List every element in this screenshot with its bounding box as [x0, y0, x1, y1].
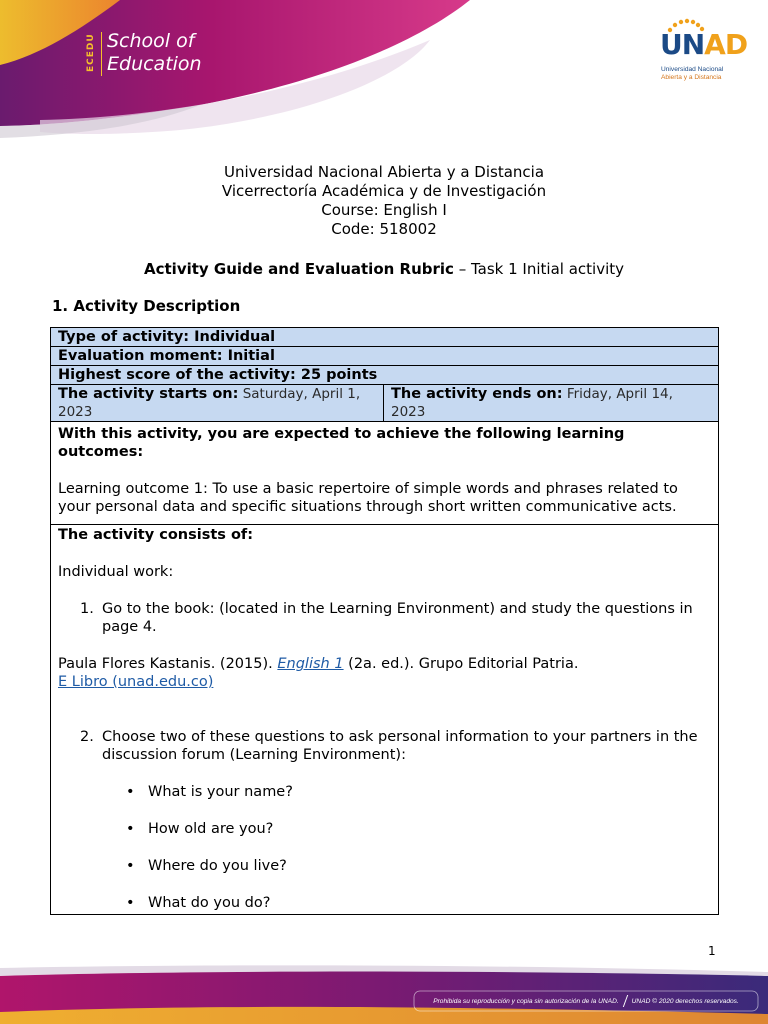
unad-logo-subtitle: [661, 66, 723, 82]
title-university: Universidad Nacional Abierta y a Distancia: [223, 163, 545, 181]
unad-logo-wordmark: [660, 28, 747, 61]
activity-description-table: [50, 327, 719, 915]
learning-outcomes-cell: [51, 425, 718, 516]
ref-author: Paula Flores Kastanis. (2015).: [58, 656, 278, 672]
guide-title-bold: Activity Guide and Evaluation Rubric: [144, 260, 454, 278]
ref-title-link[interactable]: English 1: [277, 656, 344, 672]
highest-score: Highest score of the activity: 25 points: [58, 367, 378, 383]
activity-consists-cell: [51, 526, 718, 912]
question-text: What is your name?: [148, 784, 293, 800]
step-2-text: Choose two of these questions to ask personal information to your partners in the discussion forum (Learning Environment):: [102, 729, 698, 763]
document-title: [0, 163, 768, 239]
starts-value: Saturday, April 1, 2023: [58, 386, 361, 420]
book-reference: [58, 655, 711, 673]
school-logo-line2: Education: [107, 53, 202, 75]
consists-heading: The activity consists of:: [58, 527, 254, 543]
section-heading: 1. Activity Description: [52, 297, 241, 315]
unad-sub-line1: Universidad Nacional: [661, 66, 724, 73]
individual-work-label: Individual work:: [58, 564, 174, 580]
ends-label: The activity ends on:: [391, 386, 563, 402]
bullet-icon: •: [126, 784, 135, 800]
footer-separator: [622, 995, 627, 1007]
elibro-link[interactable]: E Libro (unad.edu.co): [58, 674, 214, 690]
question-item: [58, 820, 711, 838]
ref-rest: (2a. ed.). Grupo Editorial Patria.: [343, 656, 579, 672]
footer-note-2: UNAD © 2020 derechos reservados.: [631, 997, 739, 1005]
question-item: [58, 857, 711, 875]
guide-title: [0, 260, 768, 278]
step-2: [58, 728, 711, 764]
school-of-education-logo: [107, 30, 202, 76]
bullet-icon: •: [126, 821, 135, 837]
page-number: 1: [708, 944, 716, 958]
title-vicerrectoria: Vicerrectoría Académica y de Investigación: [221, 182, 547, 200]
row-type-of-activity: [51, 328, 718, 347]
bullet-icon: •: [126, 895, 135, 911]
bullet-icon: •: [126, 858, 135, 874]
activity-end-cell: [383, 385, 718, 421]
school-logo-line1: School of: [107, 30, 195, 52]
question-text: What do you do?: [148, 895, 271, 911]
step-1-number: 1.: [80, 601, 94, 617]
learning-outcome-1: Learning outcome 1: To use a basic repertoire of simple words and phrases related to your personal data and specific situations through short written communicative acts.: [58, 481, 678, 515]
ecedu-label: ECEDU: [86, 33, 96, 73]
question-item: [58, 783, 711, 801]
footer-note-1: Prohibida su reproducción y copia sin autorización de la UNAD.: [433, 997, 619, 1005]
unad-sub-line2: Abierta y a Distancia: [661, 74, 722, 81]
question-text: Where do you live?: [148, 858, 287, 874]
row-learning-outcomes: [51, 422, 718, 525]
step-1: [58, 600, 711, 636]
footer-copyright: [414, 991, 758, 1011]
question-item: [58, 894, 711, 912]
type-of-activity: Type of activity: Individual: [58, 329, 276, 345]
ends-value: Friday, April 14, 2023: [391, 386, 673, 420]
title-code: Code: 518002: [331, 220, 437, 238]
activity-start-cell: [51, 385, 383, 421]
row-highest-score: [51, 366, 718, 385]
step-1-text: Go to the book: (located in the Learning Environment) and study the questions in page 4.: [102, 601, 693, 635]
step-2-number: 2.: [80, 729, 94, 745]
guide-title-rest: – Task 1 Initial activity: [453, 260, 624, 278]
school-logo-divider: [101, 32, 102, 76]
row-activity-dates: [51, 385, 718, 422]
outcomes-heading: With this activity, you are expected to achieve the following learning outcomes:: [58, 426, 625, 460]
title-course: Course: English I: [321, 201, 447, 219]
unad-logo-un: UN: [660, 28, 705, 61]
row-activity-consists: [51, 525, 718, 912]
starts-label: The activity starts on:: [58, 386, 239, 402]
evaluation-moment: Evaluation moment: Initial: [58, 348, 275, 364]
row-evaluation-moment: [51, 347, 718, 366]
unad-logo-ad: AD: [704, 28, 748, 61]
question-text: How old are you?: [148, 821, 274, 837]
